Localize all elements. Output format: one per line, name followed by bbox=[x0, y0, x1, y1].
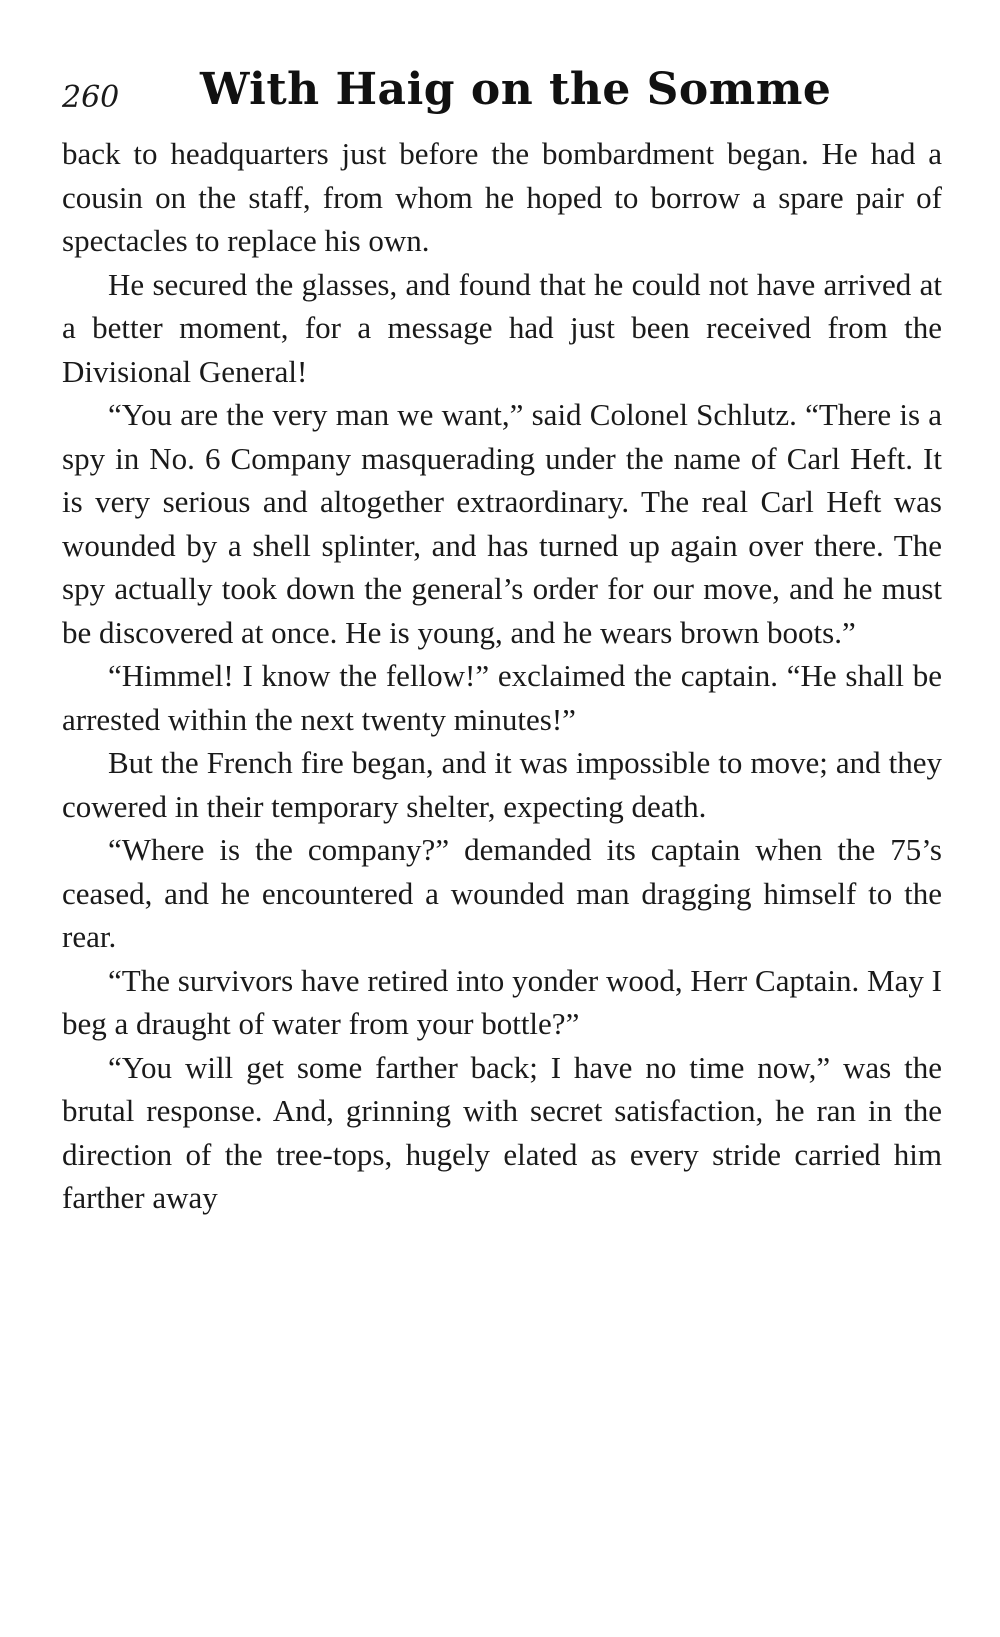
running-title: With Haig on the Somme bbox=[200, 64, 832, 115]
paragraph: back to headquarters just before the bombardment began. He had a cousin on the staff, from whom he hoped to borrow a spare pair of spectacles to replace his own. bbox=[62, 136, 942, 258]
page-number: 260 bbox=[62, 80, 120, 115]
paragraph: “Himmel! I know the fellow!” exclaimed the captain. “He shall be arrested within the next twenty minutes!” bbox=[62, 658, 942, 737]
paragraph: “Where is the company?” demanded its captain when the 75’s ceased, and he encountered a wounded man dragging himself to the rear. bbox=[62, 832, 942, 954]
paragraph: “The survivors have retired into yonder wood, Herr Captain. May I beg a draught of water from your bottle?” bbox=[62, 962, 942, 1041]
body-text bbox=[62, 132, 942, 1220]
paragraph: He secured the glasses, and found that he could not have arrived at a better moment, for a message had just been received from the Divisional General! bbox=[62, 266, 942, 389]
paragraph: But the French fire began, and it was impossible to move; and they cowered in their temporary shelter, expecting death. bbox=[62, 745, 942, 824]
paragraph: “You will get some farther back; I have no time now,” was the brutal response. And, grinning with secret satisfaction, he ran in the direction of the tree-tops, hugely elated as every stride carried him farther away bbox=[62, 1049, 942, 1215]
page-header bbox=[62, 60, 942, 120]
paragraph: “You are the very man we want,” said Colonel Schlutz. “There is a spy in No. 6 Company masquerading under the name of Carl Heft. It is very serious and altogether extraordinary. The real Carl Heft was wounded by a shell splinter, and has turned up again over there. The spy actually took down the general’s order for our move, and he must be discovered at once. He is young, and he wears brown boots.” bbox=[62, 397, 942, 650]
